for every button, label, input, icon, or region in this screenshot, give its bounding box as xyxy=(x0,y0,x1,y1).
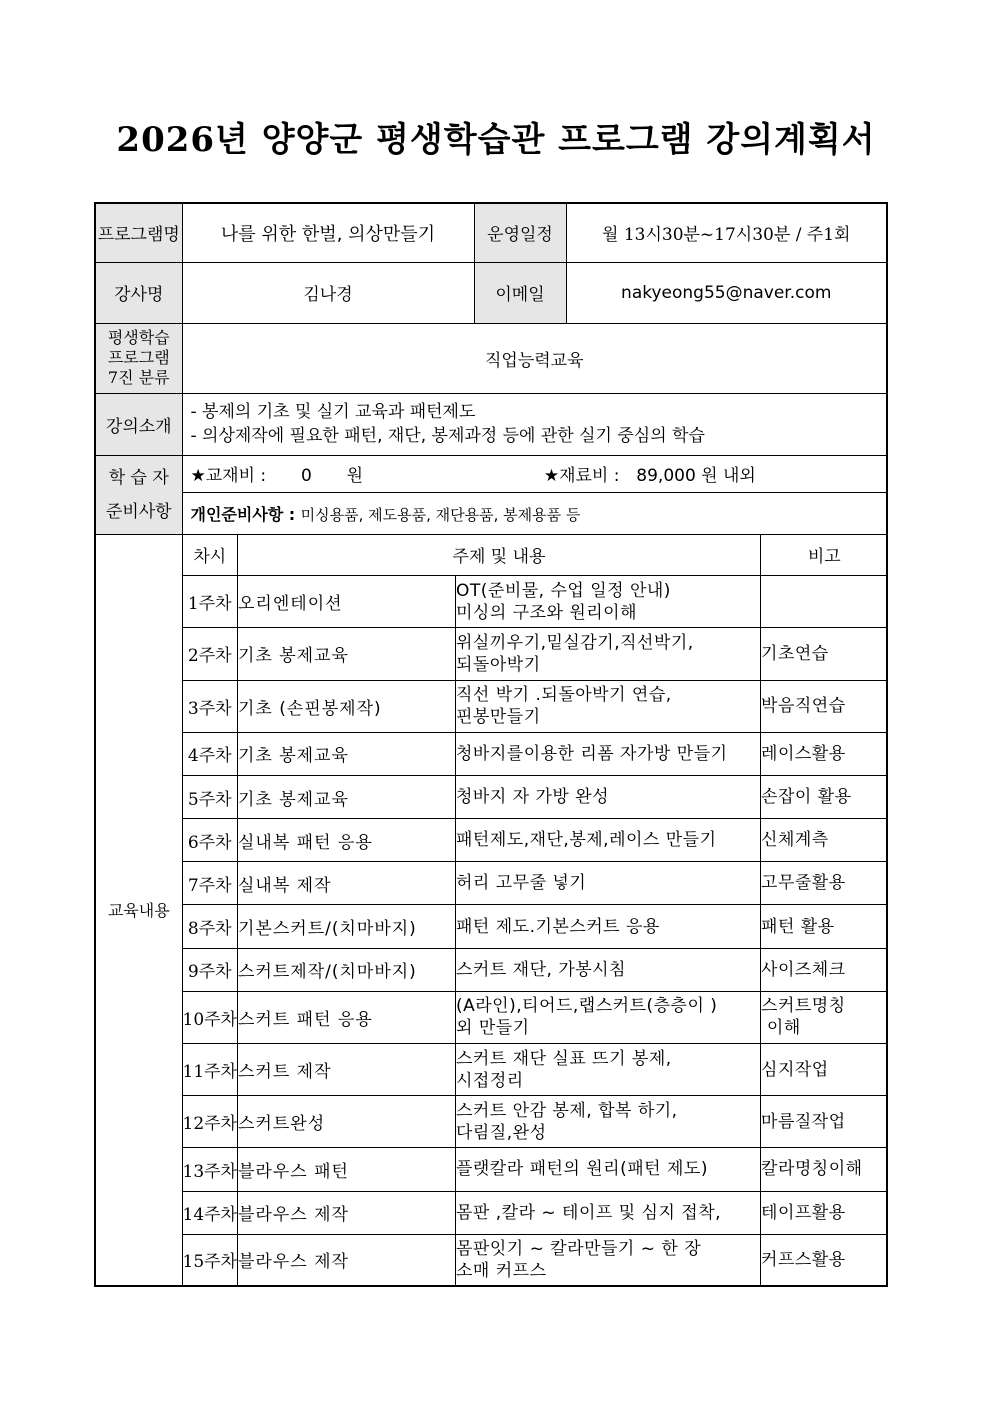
content-line: 핀봉만들기 xyxy=(456,707,541,728)
curriculum-row xyxy=(183,680,888,732)
curriculum-row xyxy=(183,775,888,818)
content-cell xyxy=(456,862,761,905)
note-cell xyxy=(761,775,888,818)
topic-cell: 오리엔테이션 xyxy=(238,576,456,628)
intro-text xyxy=(182,393,887,455)
week-cell: 1주차 xyxy=(183,576,238,628)
curriculum-row xyxy=(183,1044,888,1096)
note-line: 기초연습 xyxy=(761,643,829,664)
content-cell xyxy=(456,1234,761,1284)
topic-cell: 기초 (손핀봉제작) xyxy=(238,680,456,732)
week-cell: 4주차 xyxy=(183,732,238,775)
week-cell: 15주차 xyxy=(183,1234,238,1284)
textbook-unit: 원 xyxy=(346,466,364,486)
personal-prep-value: 미싱용품, 제도용품, 재단용품, 봉제용품 등 xyxy=(300,505,581,524)
content-line: 위실끼우기,밑실감기,직선박기, xyxy=(456,632,694,653)
note-cell xyxy=(761,1044,888,1096)
note-line: 테이프활용 xyxy=(761,1202,846,1223)
content-cell xyxy=(456,775,761,818)
content-cell xyxy=(456,628,761,680)
schedule-label: 운영일정 xyxy=(474,203,566,262)
header-note: 비고 xyxy=(761,535,888,576)
week-cell: 7주차 xyxy=(183,862,238,905)
topic-cell: 실내복 패턴 응용 xyxy=(238,819,456,862)
week-cell: 13주차 xyxy=(183,1148,238,1191)
content-line: 외 만들기 xyxy=(456,1018,530,1039)
textbook-amount: 0 xyxy=(300,466,312,486)
topic-cell: 스커트제작/(치마바지) xyxy=(238,948,456,991)
week-cell: 8주차 xyxy=(183,905,238,948)
content-cell xyxy=(456,1096,761,1148)
email-label: 이메일 xyxy=(474,262,566,323)
material-amount: 89,000 원 내외 xyxy=(636,466,756,486)
category-label-line: 프로그램 xyxy=(107,348,170,367)
schedule-value: 월 13시30분~17시30분 / 주1회 xyxy=(566,203,887,262)
week-cell: 2주차 xyxy=(183,628,238,680)
intro-label: 강의소개 xyxy=(95,393,182,455)
content-line: 소매 커프스 xyxy=(456,1260,547,1281)
program-name-label: 프로그램명 xyxy=(95,203,182,262)
topic-cell: 기초 봉제교육 xyxy=(238,628,456,680)
curriculum-cell xyxy=(182,534,887,1286)
week-cell: 5주차 xyxy=(183,775,238,818)
content-line: 다림질,완성 xyxy=(456,1122,547,1143)
category-label-line: 평생학습 xyxy=(107,328,170,347)
topic-cell: 블라우스 제작 xyxy=(238,1234,456,1284)
note-line: 사이즈체크 xyxy=(761,959,846,980)
curriculum-row xyxy=(183,862,888,905)
topic-cell: 블라우스 패턴 xyxy=(238,1148,456,1191)
curriculum-table xyxy=(183,535,888,1285)
content-cell xyxy=(456,991,761,1043)
page-title: 2026년 양양군 평생학습관 프로그램 강의계획서 xyxy=(116,120,876,160)
category-label xyxy=(95,323,182,393)
topic-cell: 기초 봉제교육 xyxy=(238,732,456,775)
topic-cell: 스커트 제작 xyxy=(238,1044,456,1096)
prep-label-line: 준비사항 xyxy=(105,501,172,522)
category-label-line: 7진 분류 xyxy=(107,368,170,387)
note-line: 신체계측 xyxy=(761,830,829,851)
topic-cell: 스커트완성 xyxy=(238,1096,456,1148)
content-cell xyxy=(456,905,761,948)
note-cell xyxy=(761,628,888,680)
note-line: 이해 xyxy=(761,1018,801,1039)
note-cell xyxy=(761,576,888,628)
note-cell xyxy=(761,680,888,732)
note-cell xyxy=(761,1148,888,1191)
note-cell xyxy=(761,905,888,948)
content-line: 몸판 ,칼라 ~ 테이프 및 심지 접착, xyxy=(456,1202,722,1223)
content-cell xyxy=(456,732,761,775)
note-line: 마름질작업 xyxy=(761,1111,846,1132)
content-cell xyxy=(456,819,761,862)
personal-prep-label: 개인준비사항 : xyxy=(190,504,296,524)
curriculum-row xyxy=(183,732,888,775)
curriculum-row xyxy=(183,905,888,948)
content-cell xyxy=(456,1044,761,1096)
lecture-plan-table xyxy=(94,202,888,1287)
note-line: 손잡이 활용 xyxy=(761,787,852,808)
content-line: 허리 고무줄 넣기 xyxy=(456,873,587,894)
content-line: 패턴 제도.기본스커트 응용 xyxy=(456,916,660,937)
content-line: 청바지 자 가방 완성 xyxy=(456,787,610,808)
curriculum-row xyxy=(183,628,888,680)
content-line: 스커트 안감 봉제, 합복 하기, xyxy=(456,1100,678,1121)
note-cell xyxy=(761,1234,888,1284)
category-value: 직업능력교육 xyxy=(182,323,887,393)
note-line: 커프스활용 xyxy=(761,1249,846,1270)
content-line: 플랫칼라 패턴의 원리(패턴 제도) xyxy=(456,1159,708,1180)
curriculum-row xyxy=(183,576,888,628)
topic-cell: 기본스커트/(치마바지) xyxy=(238,905,456,948)
note-line: 고무줄활용 xyxy=(761,873,846,894)
week-cell: 11주차 xyxy=(183,1044,238,1096)
content-line: 스커트 재단 실표 뜨기 봉제, xyxy=(456,1048,672,1069)
topic-cell: 실내복 제작 xyxy=(238,862,456,905)
content-line: 몸판잇기 ~ 칼라만들기 ~ 한 장 xyxy=(456,1238,702,1259)
content-cell xyxy=(456,680,761,732)
week-cell: 10주차 xyxy=(183,991,238,1043)
content-cell xyxy=(456,1191,761,1234)
week-cell: 14주차 xyxy=(183,1191,238,1234)
note-line: 패턴 활용 xyxy=(761,916,835,937)
content-line: 스커트 재단, 가봉시침 xyxy=(456,959,627,980)
note-line: 스커트명칭 xyxy=(761,996,846,1017)
prep-label-line: 학 습 자 xyxy=(108,467,169,488)
topic-cell: 기초 봉제교육 xyxy=(238,775,456,818)
prep-label xyxy=(95,455,182,534)
header-week: 차시 xyxy=(183,535,238,576)
note-line: 칼라명칭이해 xyxy=(761,1159,863,1180)
content-line: 패턴제도,재단,봉제,레이스 만들기 xyxy=(456,830,717,851)
content-line: 미싱의 구조와 원리이해 xyxy=(456,602,638,623)
note-cell xyxy=(761,819,888,862)
week-cell: 3주차 xyxy=(183,680,238,732)
content-line: 청바지를이용한 리폼 자가방 만들기 xyxy=(456,743,728,764)
curriculum-row xyxy=(183,1191,888,1234)
textbook-label: ★교재비 : xyxy=(190,466,267,486)
instructor-value: 김나경 xyxy=(182,262,474,323)
intro-line: - 의상제작에 필요한 패턴, 재단, 봉제과정 등에 관한 실기 중심의 학습 xyxy=(190,426,705,446)
header-content: 주제 및 내용 xyxy=(238,535,761,576)
content-line: 직선 박기 .되돌아박기 연습, xyxy=(456,685,672,706)
content-cell xyxy=(456,576,761,628)
week-cell: 9주차 xyxy=(183,948,238,991)
note-cell xyxy=(761,1191,888,1234)
intro-line: - 봉제의 기초 및 실기 교육과 패턴제도 xyxy=(190,402,476,422)
note-cell xyxy=(761,862,888,905)
week-cell: 6주차 xyxy=(183,819,238,862)
topic-cell: 스커트 패턴 응용 xyxy=(238,991,456,1043)
note-line: 심지작업 xyxy=(761,1059,829,1080)
note-cell xyxy=(761,948,888,991)
content-line: OT(준비물, 수업 일정 안내) xyxy=(456,580,671,601)
program-name-value: 나를 위한 한벌, 의상만들기 xyxy=(182,203,474,262)
personal-prep-row xyxy=(182,492,887,534)
content-line: 시접정리 xyxy=(456,1070,524,1091)
content-cell xyxy=(456,948,761,991)
curriculum-row xyxy=(183,1234,888,1284)
content-line: 되돌아박기 xyxy=(456,654,541,675)
curriculum-row xyxy=(183,991,888,1043)
curriculum-label: 교육내용 xyxy=(95,534,182,1286)
instructor-label: 강사명 xyxy=(95,262,182,323)
content-line: (A라인),티어드,랩스커트(층층이 ) xyxy=(456,996,718,1017)
note-cell xyxy=(761,991,888,1043)
email-value: nakyeong55@naver.com xyxy=(566,262,887,323)
note-cell xyxy=(761,732,888,775)
curriculum-row xyxy=(183,1096,888,1148)
material-label: ★재료비 : xyxy=(543,466,620,486)
cost-row xyxy=(182,455,887,492)
curriculum-row xyxy=(183,948,888,991)
note-cell xyxy=(761,1096,888,1148)
content-cell xyxy=(456,1148,761,1191)
curriculum-row xyxy=(183,1148,888,1191)
note-line: 박음직연습 xyxy=(761,696,846,717)
note-line: 레이스활용 xyxy=(761,743,846,764)
week-cell: 12주차 xyxy=(183,1096,238,1148)
curriculum-row xyxy=(183,819,888,862)
topic-cell: 블라우스 제작 xyxy=(238,1191,456,1234)
